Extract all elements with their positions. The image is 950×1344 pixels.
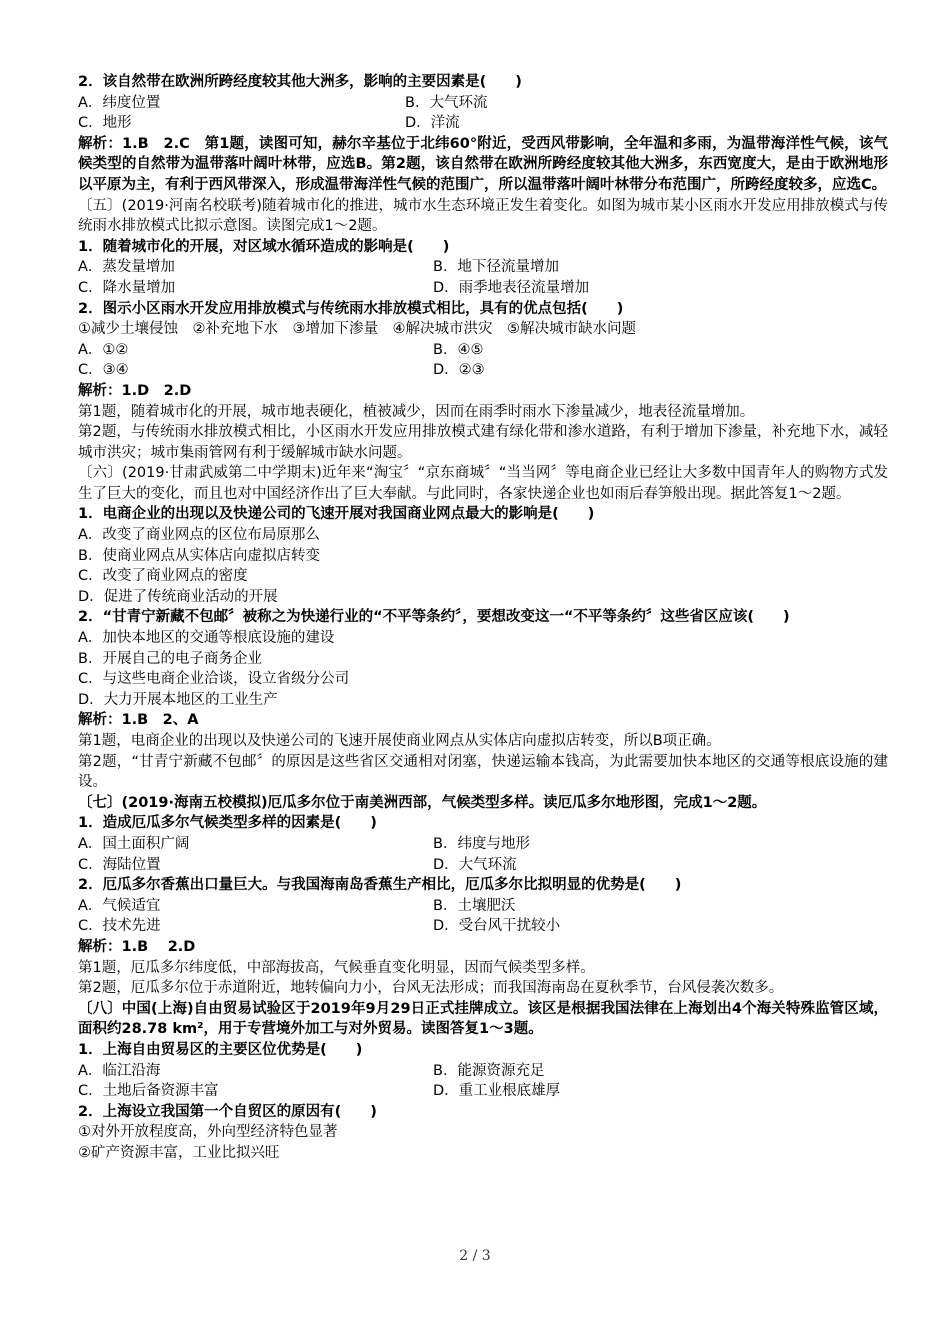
- option-text: C．地形: [78, 115, 132, 132]
- option-text: A．纬度位置: [78, 94, 161, 111]
- text-line: 解析：1.B 2.C 第1题，读图可知，赫尔辛基位于北纬60°附近，受西风带影响，全年温和多雨，为温带海洋性气候，该气候类型的自然带为温带落叶阔叶林带，应选B。第2题，该自然带在欧洲所跨经度较其他大洲多，东西宽度大，是由于欧洲地形以平原为主，有利于西风带深入，形成温带海洋性气候的范围广，所以温带落叶阔叶林带分布范围广，所跨经度较多，应选C。: [78, 135, 888, 193]
- option-text: D．洋流: [405, 115, 460, 132]
- option-text: D．雨季地表径流量增加: [433, 279, 590, 296]
- option-text: B．地下径流量增加: [433, 259, 559, 276]
- text-line: 第2题，厄瓜多尔位于赤道附近，地转偏向力小，台风无法形成；而我国海南岛在夏秋季节，台风侵袭次数多。: [78, 980, 784, 997]
- text-line: 2．该自然带在欧洲所跨经度较其他大洲多，影响的主要因素是( ): [78, 74, 522, 90]
- text-line: 第1题，厄瓜多尔纬度低，中部海拔高，气候垂直变化明显，因而气候类型多样。: [78, 959, 595, 976]
- text-line: B．开展自己的电子商务企业: [78, 650, 262, 667]
- option-text: D．②③: [433, 362, 485, 379]
- text-line: A．改变了商业网点的区位布局原那么: [78, 527, 320, 544]
- option-text: D．重工业根底雄厚: [433, 1083, 561, 1100]
- option-row: [78, 360, 888, 381]
- text-line: 第1题，随着城市化的开展，城市地表硬化，植被减少，因而在雨季时雨水下渗量减少，地表径流量增加。: [78, 403, 755, 420]
- text-line: 2．厄瓜多尔香蕉出口量巨大。与我国海南岛香蕉生产相比，厄瓜多尔比拟明显的优势是( ): [78, 877, 682, 894]
- option-text: A．国土面积广阔: [78, 835, 190, 852]
- text-line: 〔六〕(2019·甘肃武威第二中学期末)近年来“淘宝〞“京东商城〞“当当网〞等电商企业已经让大多数中国青年人的购物方式发生了巨大的变化，而且也对中国经济作出了巨大奉献。与此同时，各家快递企业也如雨后春笋般出现。据此答复1～2题。: [78, 465, 888, 502]
- text-line: 2．上海设立我国第一个自贸区的原因有( ): [78, 1103, 377, 1120]
- option-row: [78, 257, 888, 278]
- text-line: 1．电商企业的出现以及快递公司的飞速开展对我国商业网点最大的影响是( ): [78, 506, 595, 523]
- text-line: 1．随着城市化的开展，对区域水循环造成的影响是( ): [78, 238, 450, 255]
- option-text: C．技术先进: [78, 918, 161, 935]
- text-line: C．与这些电商企业洽谈，设立省级分公司: [78, 671, 350, 688]
- option-text: D．受台风干扰较小: [433, 918, 561, 935]
- text-line: ①对外开放程度高，外向型经济特色显著: [78, 1124, 338, 1141]
- option-row: [78, 916, 888, 937]
- option-text: C．降水量增加: [78, 279, 176, 296]
- option-text: C．土地后备资源丰富: [78, 1083, 219, 1100]
- text-line: 解析：1.B 2、A: [78, 712, 199, 729]
- option-text: A．气候适宜: [78, 897, 161, 914]
- text-line: 解析：1.B 2.D: [78, 938, 196, 955]
- text-line: 1．造成厄瓜多尔气候类型多样的因素是( ): [78, 815, 377, 832]
- option-row: [78, 1061, 888, 1082]
- text-line: 〔八〕中国(上海)自由贸易试验区于2019年9月29日正式挂牌成立。该区是根据我国法律在上海划出4个海关特殊监管区域，面积约28.78 km²，用于专营境外加工与对外贸易。读图答复1～3题。: [78, 1000, 888, 1038]
- option-text: C．海陆位置: [78, 856, 161, 873]
- text-line: 2．“甘青宁新藏不包邮〞被称之为快递行业的“不平等条约〞，要想改变这一“不平等条约〞这些省区应该( ): [78, 609, 790, 626]
- text-line: 第2题，“甘青宁新藏不包邮〞的原因是这些省区交通相对闭塞，快递运输本钱高，为此需要加快本地区的交通等根底设施的建设。: [78, 753, 888, 791]
- option-row: [78, 113, 888, 134]
- option-row: [78, 834, 888, 855]
- option-text: A．蒸发量增加: [78, 259, 175, 276]
- text-line: A．加快本地区的交通等根底设施的建设: [78, 630, 335, 647]
- text-line: D．大力开展本地区的工业生产: [78, 691, 278, 708]
- option-text: A．临江沿海: [78, 1062, 161, 1079]
- option-row: [78, 1081, 888, 1102]
- document-body: [78, 72, 888, 1163]
- option-row: [78, 340, 888, 361]
- option-text: B．能源资源充足: [433, 1062, 545, 1079]
- option-text: B．纬度与地形: [433, 835, 530, 852]
- option-row: [78, 278, 888, 299]
- option-text: B．土壤肥沃: [433, 897, 516, 914]
- option-row: [78, 896, 888, 917]
- text-line: 〔七〕(2019·海南五校模拟)厄瓜多尔位于南美洲西部，气候类型多样。读厄瓜多尔地形图，完成1～2题。: [78, 794, 767, 811]
- text-line: 第2题，与传统雨水排放模式相比，小区雨水开发应用排放模式建有绿化带和渗水道路，有利于增加下渗量，补充地下水，减轻城市洪灾；城市集雨管网有利于缓解城市缺水问题。: [78, 424, 888, 461]
- text-line: 第1题，电商企业的出现以及快递公司的飞速开展使商业网点从实体店向虚拟店转变，所以B项正确。: [78, 733, 721, 749]
- text-line: C．改变了商业网点的密度: [78, 568, 248, 585]
- text-line: 解析：1.D 2.D: [78, 382, 192, 399]
- text-line: 〔五〕(2019·河南名校联考)随着城市化的推进，城市水生态环境正发生着变化。如图为城市某小区雨水开发应用排放模式与传统雨水排放模式比拟示意图。读图完成1～2题。: [78, 197, 888, 235]
- text-line: D．促进了传统商业活动的开展: [78, 588, 278, 605]
- option-text: A．①②: [78, 341, 129, 358]
- text-line: 2．图示小区雨水开发应用排放模式与传统雨水排放模式相比，具有的优点包括( ): [78, 300, 624, 317]
- page-number: 2 / 3: [459, 1248, 491, 1264]
- option-row: [78, 93, 888, 114]
- option-row: [78, 855, 888, 876]
- text-line: 1．上海自由贸易区的主要区位优势是( ): [78, 1041, 363, 1058]
- option-text: B．大气环流: [405, 94, 488, 111]
- option-text: D．大气环流: [433, 856, 517, 873]
- text-line: ②矿产资源丰富，工业比拟兴旺: [78, 1144, 280, 1161]
- option-text: C．③④: [78, 362, 129, 379]
- option-text: B．④⑤: [433, 341, 484, 358]
- text-line: ①减少土壤侵蚀 ②补充地下水 ③增加下渗量 ④解决城市洪灾 ⑤解决城市缺水问题: [78, 321, 636, 338]
- text-line: B．使商业网点从实体店向虚拟店转变: [78, 547, 320, 564]
